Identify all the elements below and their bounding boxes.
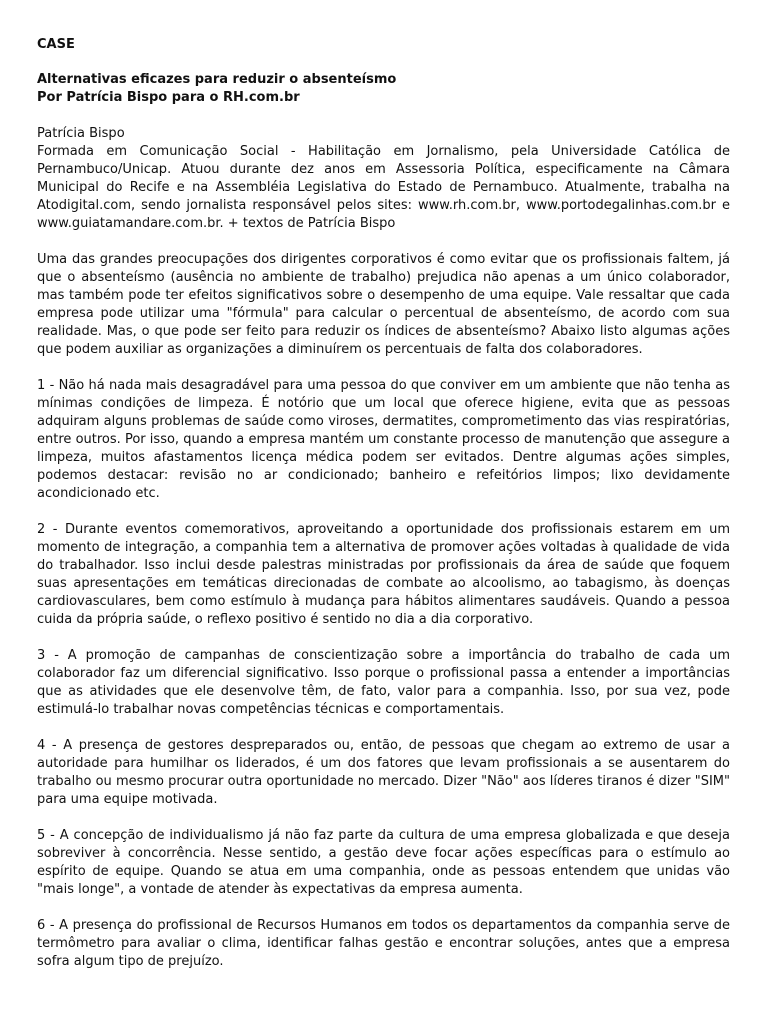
item-3-paragraph: 3 - A promoção de campanhas de conscientização sobre a importância do trabalho de cada um colaborador faz um diferencial significativo. Isso porque o profissional passa a entender a importâncias que as atividades que ele desenvolve têm, de fato, valor para a companhia. Isso, por sua vez, pode estimulá-lo trabalhar novas competências técnicas e comportamentais. (37, 648, 730, 717)
document-byline: Por Patrícia Bispo para o RH.com.br (37, 90, 300, 105)
author-name: Patrícia Bispo (37, 126, 125, 141)
intro-paragraph: Uma das grandes preocupações dos dirigentes corporativos é como evitar que os profissionais faltem, já que o absenteísmo (ausência no ambiente de trabalho) prejudica não apenas a um único colaborador, mas também pode ter efeitos significativos sobre o desempenho de uma equipe. Vale ressaltar que cada empresa pode utilizar uma "fórmula" para calcular o percentual de absenteísmo, de acordo com sua realidade. Mas, o que pode ser feito para reduzir os índices de absenteísmo? Abaixo listo algumas ações que podem auxiliar as organizações a diminuírem os percentuais de falta dos colaboradores. (37, 252, 730, 357)
title-block (37, 71, 730, 107)
item-5-paragraph: 5 - A concepção de individualismo já não faz parte da cultura de uma empresa globalizada e que deseja sobreviver à concorrência. Nesse sentido, a gestão deve focar ações específicas para o estímulo ao espírito de equipe. Quando se atua em uma companhia, onde as pessoas entendem que unidas vão "mais longe", a vontade de atender às expectativas da empresa aumenta. (37, 828, 730, 897)
item-4-paragraph: 4 - A presença de gestores despreparados ou, então, de pessoas que chegam ao extremo de usar a autoridade para humilhar os liderados, é um dos fatores que levam profissionais a se ausentarem do trabalho ou mesmo procurar outra oportunidade no mercado. Dizer "Não" aos líderes tiranos é dizer "SIM" para uma equipe motivada. (37, 738, 730, 807)
document-title: Alternativas eficazes para reduzir o absenteísmo (37, 72, 397, 87)
item-2-paragraph: 2 - Durante eventos comemorativos, aproveitando a oportunidade dos profissionais estarem em um momento de integração, a companhia tem a alternativa de promover ações voltadas à qualidade de vida do trabalhador. Isso inclui desde palestras ministradas por profissionais da área de saúde que foquem suas apresentações em temáticas direcionadas de combate ao alcoolismo, ao tabagismo, às doenças cardiovasculares, bem como estímulo à mudança para hábitos alimentares saudáveis. Quando a pessoa cuida da própria saúde, o reflexo positivo é sentido no dia a dia corporativo. (37, 522, 730, 627)
author-bio: Formada em Comunicação Social - Habilitação em Jornalismo, pela Universidade Católica de Pernambuco/Unicap. Atuou durante dez anos em Assessoria Política, especificamente na Câmara Municipal do Recife e na Assembléia Legislativa do Estado de Pernambuco. Atualmente, trabalha na Atodigital.com, sendo jornalista responsável pelos sites: www.rh.com.br, www.portodegalinhas.com.br e www.guiatamandare.com.br. + textos de Patrícia Bispo (37, 144, 730, 231)
item-6-paragraph: 6 - A presença do profissional de Recursos Humanos em todos os departamentos da companhia serve de termômetro para avaliar o clima, identificar falhas gestão e encontrar soluções, antes que a empresa sofra algum tipo de prejuízo. (37, 918, 730, 969)
case-label: CASE (37, 37, 75, 52)
author-bio-block (37, 125, 730, 233)
item-1-paragraph: 1 - Não há nada mais desagradável para uma pessoa do que conviver em um ambiente que não tenha as mínimas condições de limpeza. É notório que um local que oferece higiene, evita que as pessoas adquiram alguns problemas de saúde como viroses, dermatites, comprometimento das vias respiratórias, entre outros. Por isso, quando a empresa mantém um constante processo de manutenção que assegure a limpeza, muitos afastamentos licença médica podem ser evitados. Dentre algumas ações simples, podemos destacar: revisão no ar condicionado; banheiro e refeitórios limpos; lixo devidamente acondicionado etc. (37, 378, 730, 501)
